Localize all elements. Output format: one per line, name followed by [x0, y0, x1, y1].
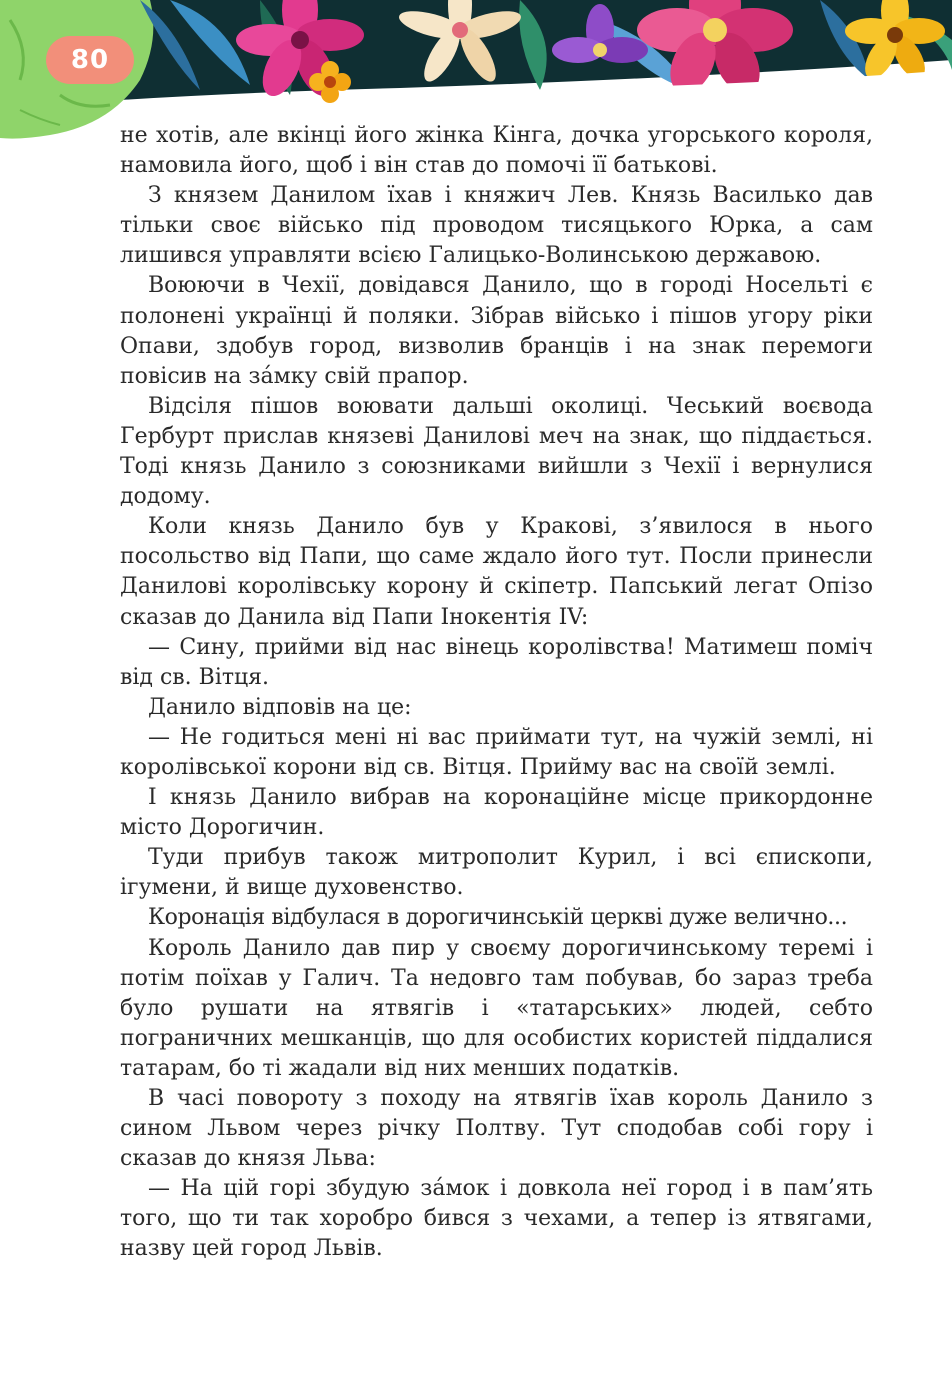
paragraph: Король Данило дав пир у своєму дорогичинському теремі і потім поїхав у Галич. Та недовго там побував, бо зараз треба було рушати на ятвягів і «татарських» людей, себто пограничних мешканців, що для особистих користей піддалися татарам, бо ті жадали від них менших податків.: [120, 935, 873, 1081]
floral-header-illustration: [0, 0, 952, 140]
dialogue-line: — На цій горі збудую за́мок і довкола неї город і в пам’ять того, що ти так хоробро бився з чехами, а тепер із ятвягами, назву цей город Львів.: [120, 1176, 873, 1262]
paragraph: І князь Данило вибрав на коронаційне місце прикордонне місто Дорогичин.: [120, 785, 873, 841]
dialogue-line: — Сину, прийми від нас вінець королівства! Матимеш поміч від св. Вітця.: [120, 634, 873, 690]
page-number-badge: 80: [46, 36, 134, 84]
dialogue-line: — Не годиться мені ні вас приймати тут, на чужій землі, ні королівської корони від св. Вітця. Прийму вас на своїй землі.: [120, 724, 873, 780]
paragraph: Відсіля пішов воювати дальші околиці. Чеський воєвода Гербурт прислав князеві Данилові меч на знак, що піддається. Тоді князь Данило з союзниками вийшли з Чехії і вернулися додому.: [120, 393, 873, 510]
paragraph: Коронація відбулася в дорогичинській церкві дуже велично...: [148, 905, 848, 931]
paragraph: В часі повороту з походу на ятвягів їхав король Данило з сином Львом через річку Полтву. Тут сподобав собі гору і сказав до князя Льва:: [120, 1086, 873, 1172]
paragraph: З князем Данилом їхав і княжич Лев. Князь Василько дав тільки своє військо під проводом тисяцького Юрка, а сам лишився управляти всією Галицько-Волинською державою.: [120, 183, 873, 269]
main-text: [120, 121, 873, 1265]
paragraph: Туди прибув також митрополит Курил, і всі єпископи, ігумени, й вище духовенство.: [120, 845, 873, 901]
paragraph: не хотів, але вкінці його жінка Кінга, дочка угорського короля, намовила його, щоб і він став до помочі її батькові.: [120, 123, 873, 179]
paragraph: Данило відповів на це:: [148, 694, 412, 720]
paragraph: Коли князь Данило був у Кракові, з’явилося в нього посольство від Папи, що саме ждало його тут. Посли принесли Данилові королівську корону й скіпетр. Папський легат Опізо сказав до Данила від Папи Інокентія IV:: [120, 514, 873, 630]
paragraph: Воюючи в Чехії, довідався Данило, що в городі Носельті є полонені українці й поляки. Зібрав військо і пішов угору ріки Опави, здобув город, визволив бранців і на знак перемоги повісив на за́мку свій прапор.: [120, 273, 873, 389]
